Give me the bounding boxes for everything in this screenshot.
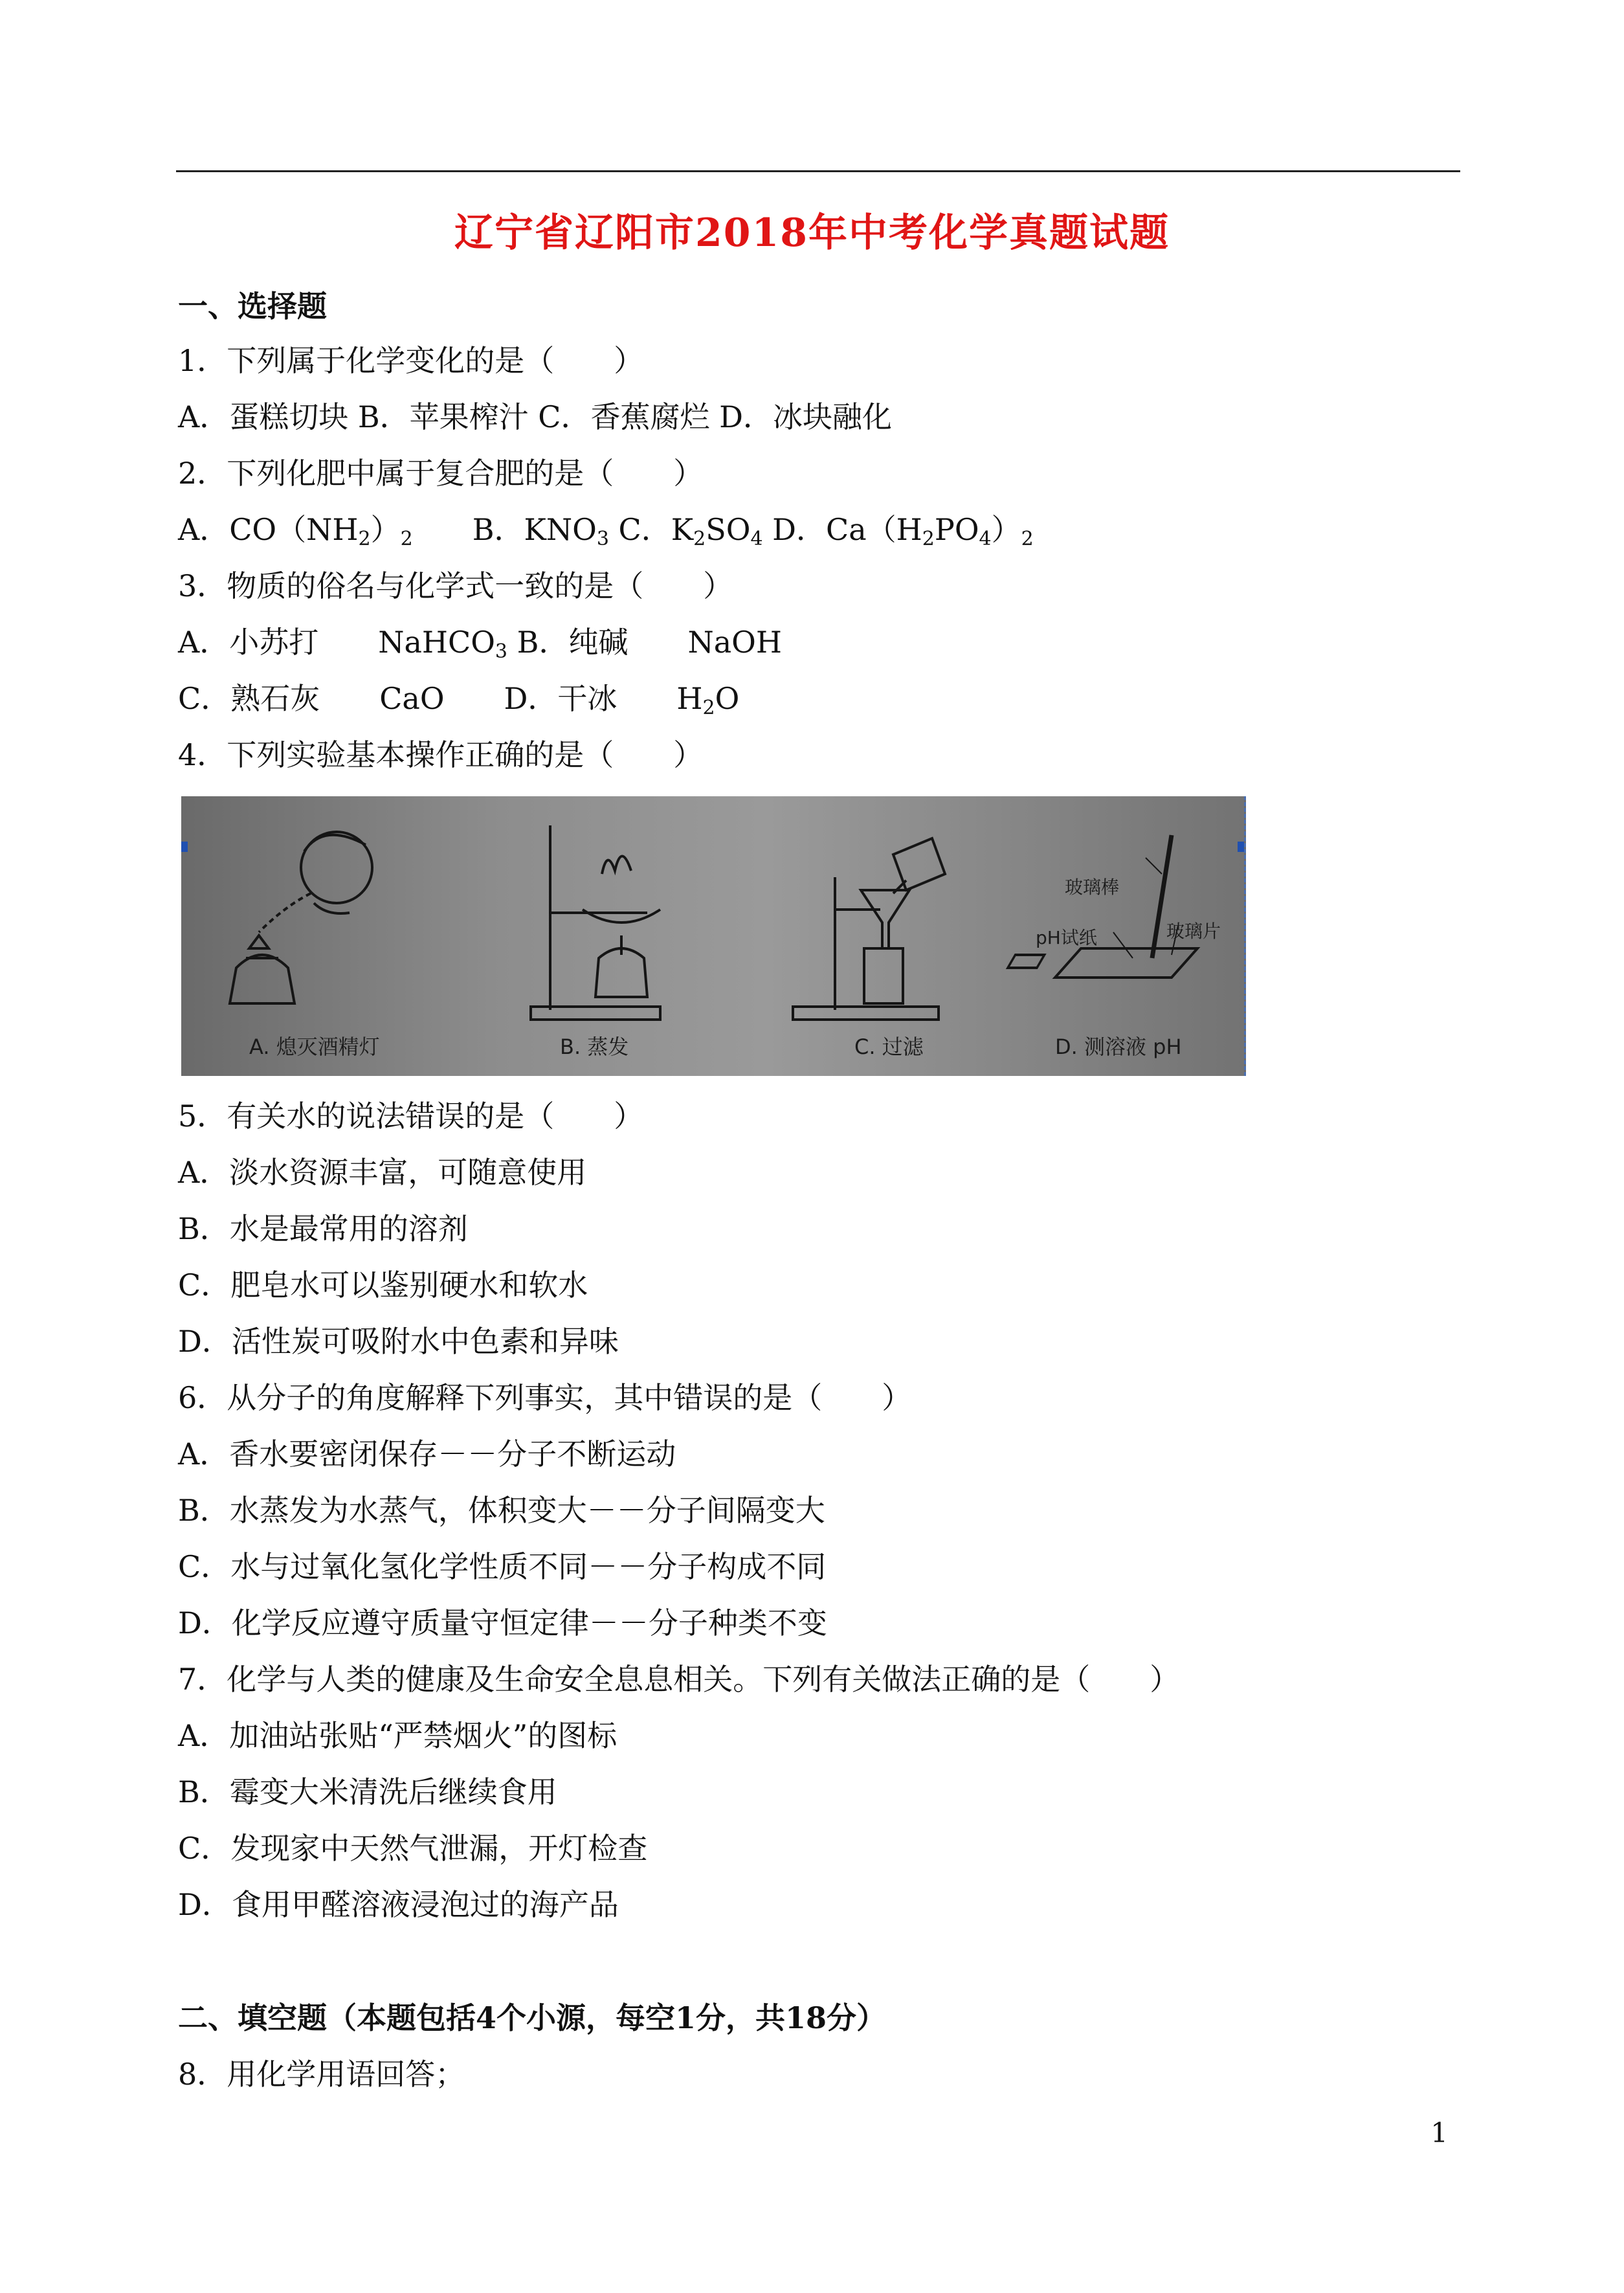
- q7-option-c: C．发现家中天然气泄漏，开灯检查: [178, 1831, 648, 1866]
- q6-option-d: D．化学反应遵守质量守恒定律－－分子种类不变: [178, 1605, 827, 1640]
- q5-option-b: B．水是最常用的溶剂: [178, 1211, 468, 1246]
- selection-handle-right: [1238, 842, 1244, 852]
- q2-stem: 2．下列化肥中属于复合肥的是（ ）: [178, 456, 704, 491]
- q7-option-d: D．食用甲醛溶液浸泡过的海产品: [178, 1887, 619, 1922]
- q4-lab-operations-figure: [181, 796, 1246, 1076]
- q1-options: A．蛋糕切块 B．苹果榨汁 C．香蕉腐烂 D．冰块融化: [178, 399, 892, 434]
- q7-option-a: A．加油站张贴“严禁烟火”的图标: [178, 1718, 617, 1753]
- q4-stem: 4．下列实验基本操作正确的是（ ）: [178, 737, 704, 772]
- q8-stem: 8．用化学用语回答；: [178, 2057, 465, 2092]
- q5-stem: 5．有关水的说法错误的是（ ）: [178, 1099, 644, 1134]
- q5-option-d: D．活性炭可吸附水中色素和异味: [178, 1324, 619, 1359]
- filtration-apparatus-illustration: [793, 838, 945, 1020]
- header-rule: [176, 170, 1460, 172]
- figure-label-paper: pH试纸: [1036, 927, 1097, 948]
- alcohol-lamp-boy-illustration: [230, 832, 372, 1003]
- section-heading-fill-in: 二、填空题（本题包括4个小源，每空1分，共18分）: [178, 2000, 887, 2035]
- q6-option-c: C．水与过氧化氢化学性质不同－－分子构成不同: [178, 1549, 827, 1584]
- figure-label-c: C. 过滤: [854, 1035, 924, 1059]
- figure-label-rod: 玻璃棒: [1065, 877, 1120, 898]
- lab-figure-drawing: [181, 796, 1244, 1076]
- evaporation-apparatus-illustration: [531, 825, 660, 1020]
- figure-label-d: D. 测溶液 pH: [1055, 1035, 1182, 1059]
- q1-stem: 1．下列属于化学变化的是（ ）: [178, 343, 644, 378]
- figure-label-a: A. 熄灭酒精灯: [249, 1035, 380, 1059]
- selection-handle-left: [181, 842, 188, 852]
- section-heading-choice: 一、选择题: [178, 289, 327, 324]
- q6-option-a: A．香水要密闭保存－－分子不断运动: [178, 1437, 676, 1471]
- q6-stem: 6．从分子的角度解释下列事实，其中错误的是（ ）: [178, 1380, 912, 1415]
- q7-stem: 7．化学与人类的健康及生命安全息息相关。下列有关做法正确的是（ ）: [178, 1662, 1180, 1697]
- q5-option-a: A．淡水资源丰富，可随意使用: [178, 1155, 587, 1190]
- page-number: 1: [1430, 2117, 1448, 2149]
- q3-options-row2: C．熟石灰 CaO D．干冰 $H_2O$: [178, 681, 740, 719]
- q2-options: A．$CO(NH_2)_2$ B．$KNO_3$ C．$K_2SO_4$ D．$Ca(H_2PO_4)_2$: [178, 512, 1034, 550]
- q3-stem: 3．物质的俗名与化学式一致的是（ ）: [178, 568, 733, 603]
- figure-label-b: B. 蒸发: [560, 1035, 629, 1059]
- q5-option-c: C．肥皂水可以鉴别硬水和软水: [178, 1268, 588, 1303]
- page-title: 辽宁省辽阳市2018年中考化学真题试题: [454, 210, 1170, 256]
- figure-label-plate: 玻璃片: [1166, 921, 1221, 942]
- q7-option-b: B．霉变大米清洗后继续食用: [178, 1774, 557, 1809]
- ph-test-illustration: [1008, 835, 1197, 978]
- q6-option-b: B．水蒸发为水蒸气，体积变大－－分子间隔变大: [178, 1493, 825, 1528]
- q3-options-row1: A．小苏打 NaHCO$_3$ B．纯碱 NaOH: [178, 625, 782, 663]
